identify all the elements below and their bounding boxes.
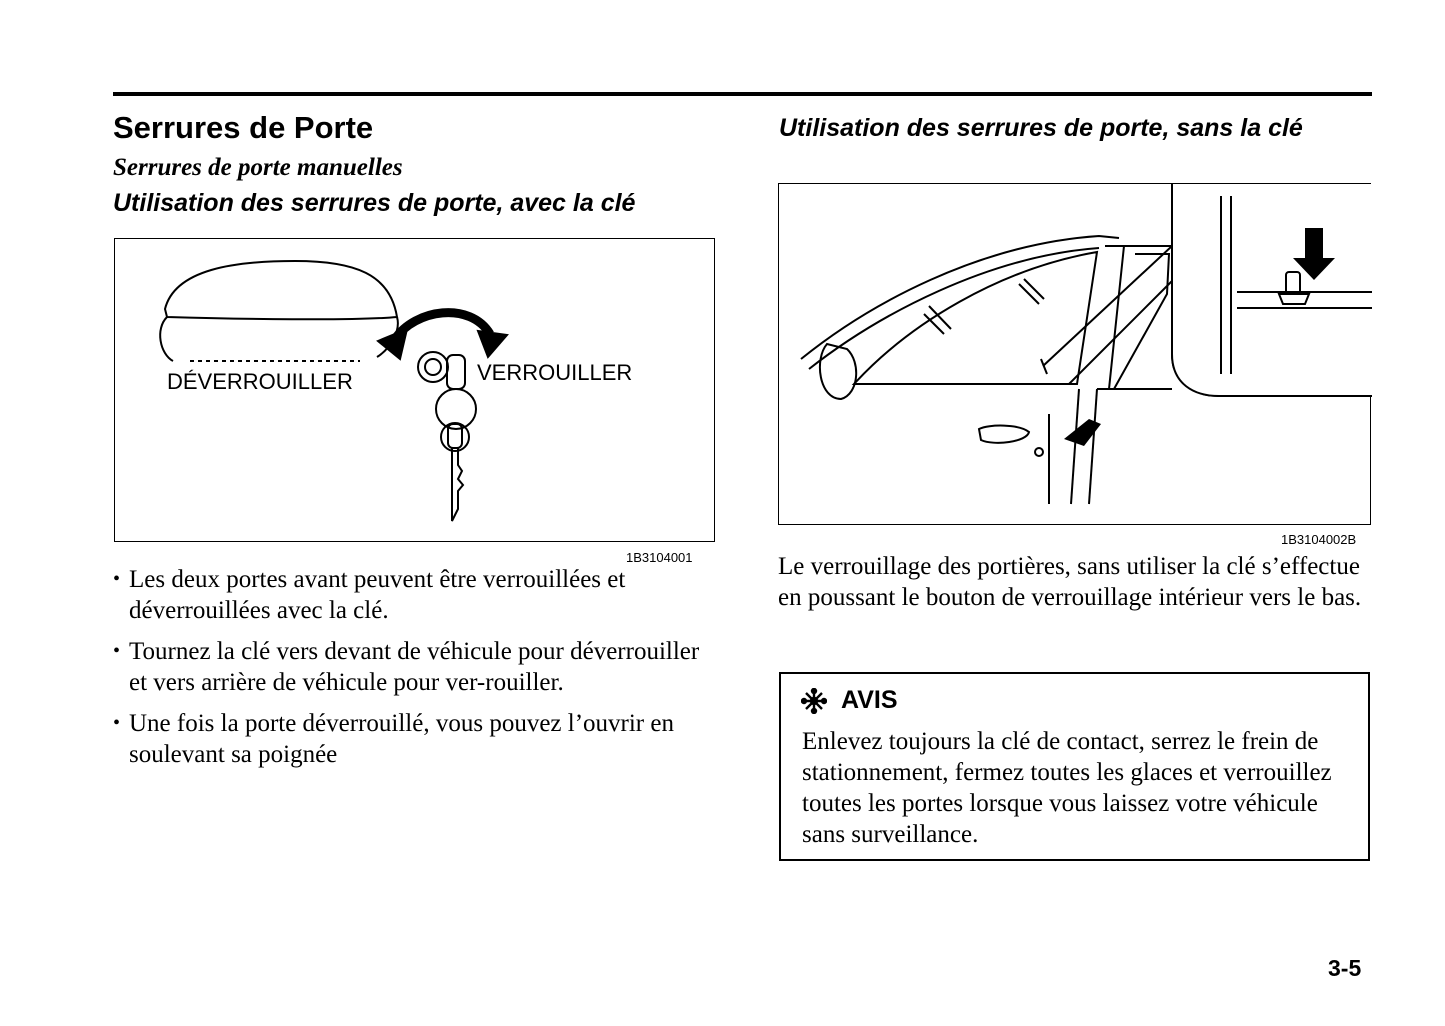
page-number: 3-5 bbox=[1328, 955, 1362, 981]
notice-body: Enlevez toujours la clé de contact, serrez le frein de stationnement, fermez toutes les glaces et verrouillez toutes les portes lorsque vous laissez votre véhicule sans surveillance. bbox=[802, 728, 1332, 848]
key-icon bbox=[418, 352, 476, 521]
section-title: Serrures de Porte bbox=[113, 110, 374, 145]
left-heading: Utilisation des serrures de porte, avec la clé bbox=[113, 189, 636, 217]
notice-flower-icon bbox=[801, 688, 827, 714]
door-handle-icon bbox=[160, 261, 398, 361]
subsection-title: Serrures de porte manuelles bbox=[113, 154, 403, 181]
figure-key-lock bbox=[114, 238, 715, 542]
notice-box bbox=[779, 672, 1370, 861]
figure-left-code: 1B3104001 bbox=[626, 550, 693, 565]
bullet-list bbox=[113, 564, 713, 780]
figure-right-code: 1B3104002B bbox=[1281, 532, 1357, 547]
list-item: • Une fois la porte déverrouillé, vous pouvez l’ouvrir en soulevant sa poignée bbox=[113, 708, 713, 770]
right-paragraph: Le verrouillage des portières, sans utiliser la clé s’effectue en poussant le bouton de verrouillage intérieur vers le bas. bbox=[778, 553, 1362, 611]
car-door-icon bbox=[801, 236, 1172, 504]
list-item: • Tournez la clé vers devant de véhicule pour déverrouiller et vers arrière de véhicule pour ver-rouiller. bbox=[113, 636, 713, 698]
notice-title: AVIS bbox=[841, 686, 898, 714]
top-rule bbox=[113, 92, 1372, 96]
unlock-label: DÉVERROUILLER bbox=[167, 369, 353, 394]
figure-car-door bbox=[778, 183, 1371, 525]
lock-label: VERROUILLER bbox=[477, 360, 633, 385]
list-item: • Les deux portes avant peuvent être verrouillées et déverrouillées avec la clé. bbox=[113, 564, 713, 626]
right-heading: Utilisation des serrures de porte, sans la clé bbox=[779, 114, 1303, 142]
